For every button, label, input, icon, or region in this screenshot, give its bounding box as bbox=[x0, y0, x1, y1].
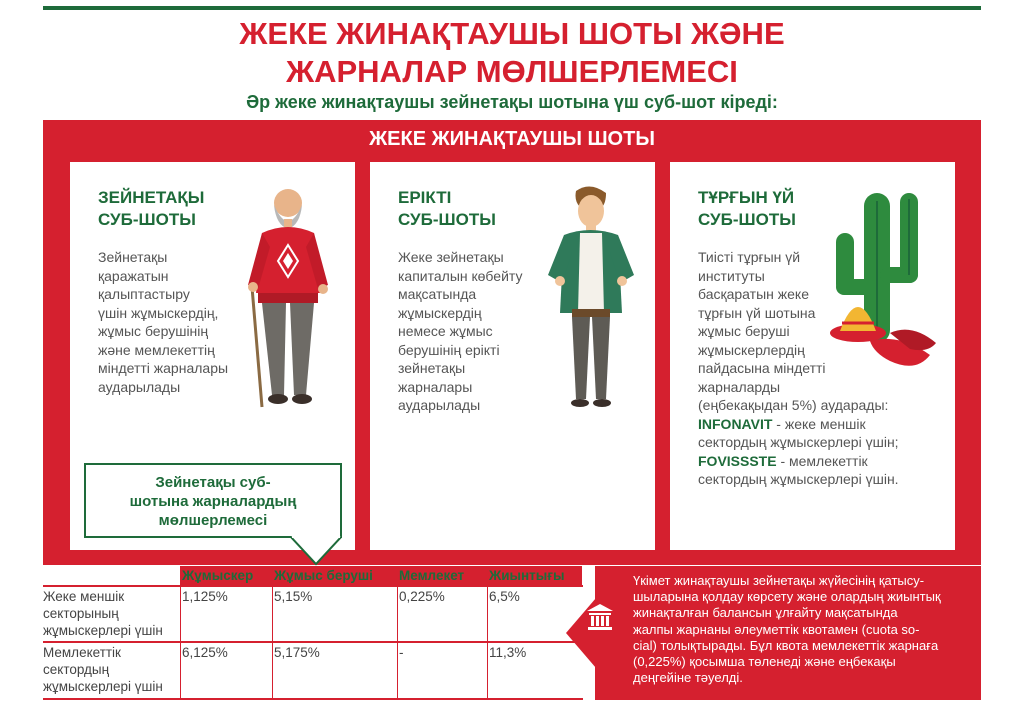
card-description bbox=[98, 248, 228, 396]
callout-text bbox=[86, 473, 340, 530]
table-rule bbox=[43, 641, 583, 643]
row-label-line: сектордың bbox=[43, 662, 110, 677]
column-header-employer: Жұмыс беруші bbox=[274, 568, 373, 583]
card-text-line: сектордың жұмыскерлері үшін; bbox=[698, 434, 899, 450]
card-text-line: берушінің ерікті bbox=[398, 341, 500, 358]
callout-line: шотына жарналардың bbox=[129, 493, 297, 510]
row-label-line: жұмыскерлері үшін bbox=[43, 623, 163, 638]
section-title: ЖЕКЕ ЖИНАҚТАУШЫ ШОТЫ bbox=[369, 128, 655, 150]
table-column-rule bbox=[180, 586, 181, 700]
table-cell: 6,5% bbox=[489, 589, 520, 604]
fovissste-line bbox=[698, 452, 899, 471]
card-text-line: міндетті жарналары bbox=[98, 360, 229, 376]
info-text bbox=[633, 573, 973, 686]
card-title bbox=[698, 187, 796, 231]
row-label-private-sector bbox=[43, 588, 163, 639]
infonavit-name: INFONAVIT bbox=[698, 415, 773, 432]
table-cell: 11,3% bbox=[489, 645, 527, 660]
card-title-line: ЗЕЙНЕТАҚЫ bbox=[98, 188, 205, 207]
card-text-line: Зейнетақы bbox=[98, 249, 168, 265]
fovissste-name: FOVISSSTE bbox=[698, 452, 777, 469]
bank-icon bbox=[585, 602, 615, 632]
card-text-line: мақсатында bbox=[398, 286, 477, 302]
callout-line: Зейнетақы суб- bbox=[155, 474, 271, 491]
info-line: жинақталған балансын ұлғайту мақсатында bbox=[633, 605, 898, 621]
card-text-line: Тиісті тұрғын үй bbox=[698, 249, 801, 265]
card-text-line: жұмыс берушінің bbox=[98, 323, 209, 339]
card-text-line: пайдасына міндетті bbox=[698, 360, 826, 376]
card-title-line: ТҰРҒЫН ҮЙ bbox=[698, 188, 795, 207]
row-label-line: Мемлекеттік bbox=[43, 645, 121, 660]
card-text-line: аударылады bbox=[98, 378, 181, 395]
table-rule bbox=[43, 585, 583, 587]
card-text-line: зейнетақы bbox=[398, 360, 466, 376]
info-line: деңгейіне тәуелді. bbox=[633, 670, 743, 686]
card-text-line: жарналары bbox=[398, 378, 473, 395]
table-column-rule bbox=[397, 586, 398, 700]
card-text-line: сектордың жұмыскерлері үшін. bbox=[698, 471, 899, 487]
card-text-line: аударылады bbox=[398, 397, 481, 413]
row-label-line: Жеке меншік bbox=[43, 589, 125, 604]
infonavit-line bbox=[698, 415, 899, 434]
page-title-line-2: ЖАРНАЛАР МӨЛШЕРЛЕМЕСІ bbox=[286, 54, 738, 89]
card-text-line: тұрғын үй шотына bbox=[698, 304, 816, 321]
card-text-line: басқаратын жеке bbox=[698, 286, 809, 302]
elderly-man-illustration bbox=[240, 185, 335, 415]
card-text-line: жарналарды bbox=[698, 378, 781, 395]
contribution-rates-table bbox=[43, 566, 583, 700]
table-cell: 1,125% bbox=[182, 589, 228, 604]
row-label-public-sector bbox=[43, 644, 163, 695]
card-title bbox=[98, 187, 204, 231]
table-cell: 5,15% bbox=[274, 589, 313, 604]
row-label-line: секторының bbox=[43, 606, 119, 621]
info-line: шыларына қолдау көрсету және олардың жиынтық bbox=[633, 589, 941, 605]
infonavit-text: - жеке меншік bbox=[772, 415, 866, 432]
card-text-line: (еңбекақыдан 5%) аударады: bbox=[698, 397, 889, 413]
column-header-worker: Жұмыскер bbox=[182, 568, 254, 583]
top-rule bbox=[43, 6, 981, 10]
info-line: (0,225%) қосымша төленеді және еңбекақы bbox=[633, 654, 896, 670]
cactus-sombrero-illustration bbox=[830, 183, 938, 373]
card-text-line: Жеке зейнетақы bbox=[398, 249, 504, 265]
info-line: cial) толықтырады. Бұл квота мемлекеттік жарнаға bbox=[633, 637, 939, 653]
card-text-line: институты bbox=[698, 267, 765, 284]
column-header-total: Жиынтығы bbox=[489, 568, 565, 583]
info-line: Үкімет жинақтаушы зейнетақы жүйесінің қатысу- bbox=[633, 573, 925, 588]
card-text-line: үшін жұмыскердің, bbox=[98, 304, 219, 321]
card-title-line: ЕРІКТІ bbox=[398, 188, 452, 207]
young-man-illustration bbox=[540, 185, 640, 413]
contribution-rate-callout bbox=[84, 463, 342, 538]
card-text-line: капиталын көбейту bbox=[398, 267, 523, 284]
callout-line: мөлшерлемесі bbox=[158, 512, 268, 529]
card-text-line: немесе жұмыс bbox=[398, 323, 493, 339]
table-column-rule bbox=[487, 586, 488, 700]
callout-pointer bbox=[290, 536, 342, 566]
card-text-line: жұмыс беруші bbox=[698, 323, 790, 339]
table-cell: - bbox=[399, 645, 404, 660]
card-title-line: СУБ-ШОТЫ bbox=[698, 210, 796, 229]
info-line: жалпы жарнаны әлеуметтік квотамен (cuota so- bbox=[633, 621, 920, 637]
column-header-state: Мемлекет bbox=[399, 568, 465, 583]
card-title-line: СУБ-ШОТЫ bbox=[98, 210, 196, 229]
card-text-line: жұмыскердің bbox=[398, 304, 482, 321]
row-label-line: жұмыскерлері үшін bbox=[43, 679, 163, 694]
card-text-line: қалыптастыру bbox=[98, 286, 190, 302]
card-text-line: жұмыскерлердің bbox=[698, 341, 805, 358]
table-cell: 0,225% bbox=[399, 589, 445, 604]
page-subtitle: Әр жеке жинақтаушы зейнетақы шотына үш суб-шот кіреді: bbox=[246, 92, 778, 112]
table-cell: 5,175% bbox=[274, 645, 320, 660]
page-title-line-1: ЖЕКЕ ЖИНАҚТАУШЫ ШОТЫ ЖӘНЕ bbox=[239, 16, 785, 51]
card-text-line: және мемлекеттің bbox=[98, 341, 215, 358]
card-description bbox=[398, 248, 522, 415]
table-rule bbox=[43, 698, 583, 700]
table-column-rule bbox=[272, 586, 273, 700]
card-text-line: қаражатын bbox=[98, 267, 169, 284]
fovissste-text: - мемлекеттік bbox=[776, 452, 868, 469]
table-cell: 6,125% bbox=[182, 645, 228, 660]
card-title bbox=[398, 187, 496, 231]
card-title-line: СУБ-ШОТЫ bbox=[398, 210, 496, 229]
